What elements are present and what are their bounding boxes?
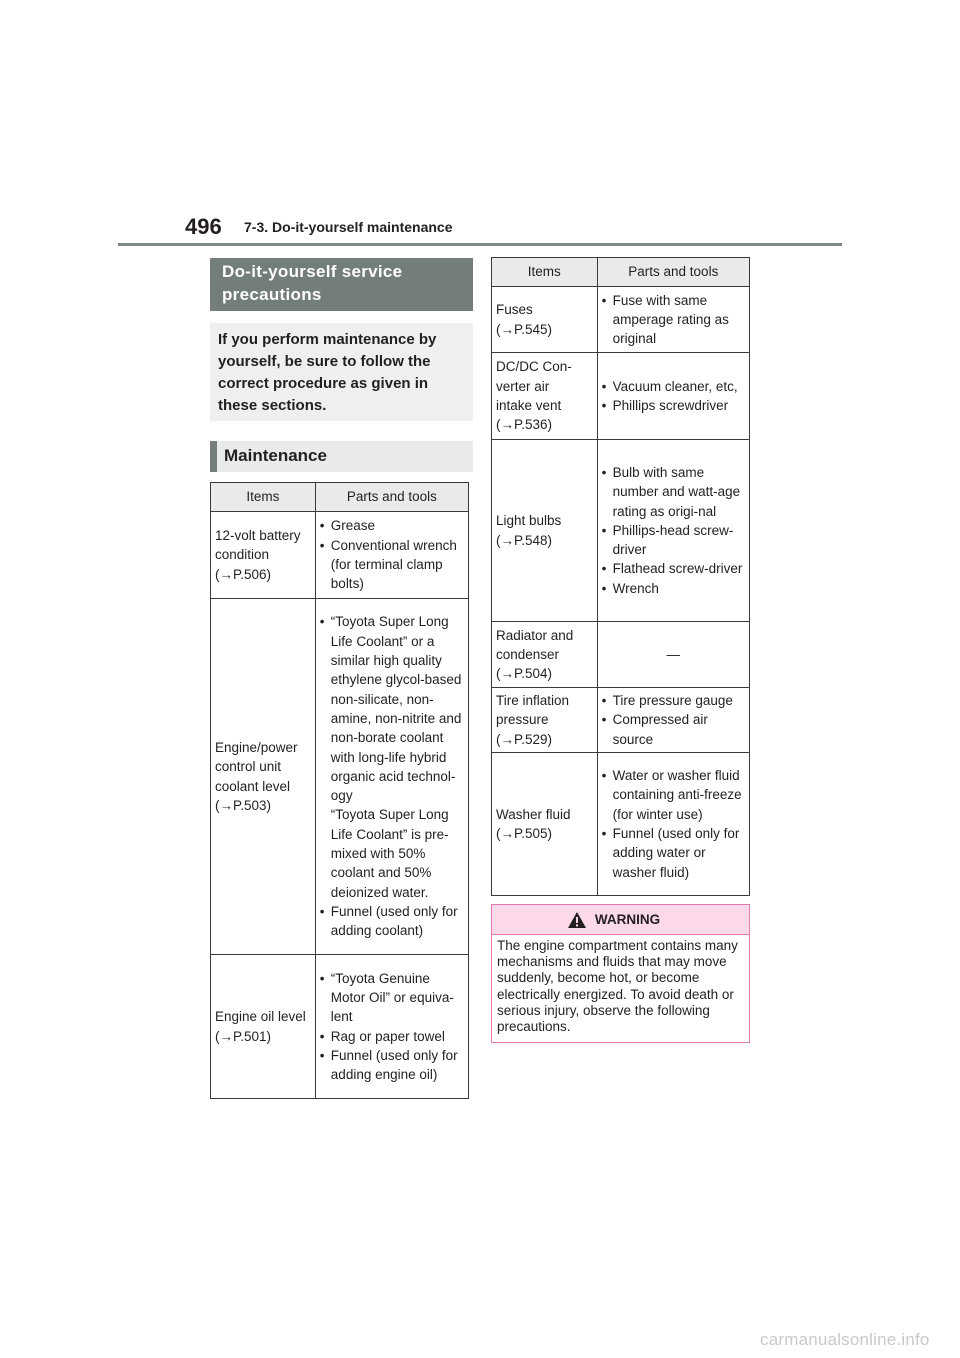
- table-header-row: [211, 483, 469, 512]
- parts-cell: [597, 688, 749, 753]
- parts-cell: [315, 512, 468, 599]
- parts-list: [602, 377, 745, 416]
- table-row: [492, 753, 750, 896]
- parts-list: [320, 516, 464, 593]
- parts-list: [602, 766, 745, 882]
- item-line: Washer fluid: [496, 806, 571, 822]
- item-line: intake vent: [496, 398, 562, 413]
- table-row: [492, 353, 750, 440]
- section-heading-maintenance: Maintenance: [210, 441, 473, 472]
- table-row: [211, 955, 469, 1099]
- item-line: Tire inflation: [496, 693, 570, 709]
- item-cell: [492, 440, 598, 622]
- parts-list: [602, 291, 745, 349]
- parts-list-item: • Funnel (used only for adding water or washer fluid): [602, 824, 745, 882]
- parts-cell: [315, 955, 468, 1099]
- parts-cell: [315, 599, 468, 955]
- item-line: control unit: [215, 759, 282, 775]
- item-line: DC/DC Con-: [496, 359, 572, 375]
- warning-label: WARNING: [594, 912, 661, 927]
- column-header-parts: Parts and tools: [315, 483, 468, 512]
- parts-list-item: • Flathead screw-driver: [602, 559, 745, 578]
- no-tools-dash: —: [666, 646, 681, 662]
- watermark: carmanualsonline.info: [760, 1330, 930, 1349]
- parts-cell: [597, 353, 749, 440]
- item-line: (→P.504): [496, 666, 553, 682]
- section-title: 7-3. Do-it-yourself maintenance: [244, 219, 453, 235]
- warning-box: [491, 904, 750, 1043]
- page-number: 496: [185, 214, 222, 239]
- item-line: Radiator and: [496, 627, 574, 643]
- warning-text: The engine compartment contains many mechanisms and fluids that may move suddenly, become hot, or become electrically energized. To avoid death or serious injury, observe the following precautions.: [497, 938, 738, 1035]
- item-line: (→P.529): [496, 731, 553, 747]
- intro-text: If you perform maintenance by yourself, be sure to follow the correct procedure as given in these sections.: [210, 323, 473, 421]
- item-line: Engine/power: [215, 739, 298, 755]
- parts-list-item: • “Toyota Genuine Motor Oil” or equiva-lent: [320, 969, 464, 1027]
- item-line: coolant level: [215, 778, 291, 794]
- parts-list-item: • Funnel (used only for adding engine oil): [320, 1046, 464, 1085]
- item-cell: [492, 622, 598, 688]
- warning-header: [492, 905, 749, 935]
- table-row: [211, 512, 469, 599]
- item-line: (→P.536): [496, 417, 553, 433]
- parts-list-item: • Grease: [320, 516, 464, 535]
- item-cell: [211, 512, 316, 599]
- parts-list-item: • Compressed air source: [602, 710, 745, 749]
- parts-list-item: • Conventional wrench (for terminal clamp bolts): [320, 536, 464, 594]
- maintenance-table-left: [210, 482, 469, 1099]
- table-row: [492, 622, 750, 688]
- header-divider: [118, 243, 842, 246]
- parts-list-item: • Water or washer fluid containing anti-freeze (for winter use): [602, 766, 745, 824]
- table-row: [492, 287, 750, 353]
- item-line: 12-volt battery: [215, 528, 301, 544]
- item-line: Light bulbs: [496, 513, 562, 529]
- parts-list: [602, 691, 745, 749]
- item-line: Fuses: [496, 302, 533, 318]
- parts-list-item: • Fuse with same amperage rating as original: [602, 291, 745, 349]
- item-line: (→P.501): [215, 1028, 272, 1044]
- parts-list: [602, 463, 745, 598]
- item-line: condenser: [496, 646, 560, 662]
- column-header-parts: Parts and tools: [597, 258, 749, 287]
- table-row: [492, 688, 750, 753]
- parts-list-item: • Phillips-head screw-driver: [602, 521, 745, 560]
- parts-cell: [597, 440, 749, 622]
- column-header-items: Items: [211, 483, 316, 512]
- item-line: (→P.503): [215, 797, 272, 813]
- table-row: [211, 599, 469, 955]
- item-cell: [492, 753, 598, 896]
- item-cell: [211, 599, 316, 955]
- parts-cell: [597, 287, 749, 353]
- item-cell: [211, 955, 316, 1099]
- parts-list-item: • Rag or paper towel: [320, 1027, 464, 1046]
- item-line: (→P.505): [496, 826, 553, 841]
- parts-list: [320, 969, 464, 1085]
- parts-note: “Toyota Super Long Life Coolant” is pre-mixed with 50% coolant and 50% deionized water.: [330, 807, 449, 900]
- parts-list-item: • Bulb with same number and watt-age rating as origi-nal: [602, 463, 745, 521]
- item-cell: [492, 353, 598, 440]
- item-line: Engine oil level: [215, 1009, 306, 1025]
- item-line: (→P.548): [496, 532, 553, 548]
- table-header-row: [492, 258, 750, 287]
- parts-list-item: • Tire pressure gauge: [602, 691, 745, 710]
- item-line: pressure: [496, 712, 549, 728]
- column-header-items: Items: [492, 258, 598, 287]
- parts-cell: [597, 753, 749, 896]
- parts-list-item: • Wrench: [602, 579, 745, 598]
- item-line: condition: [215, 547, 270, 563]
- table-row: [492, 440, 750, 622]
- parts-cell: [597, 622, 749, 688]
- item-cell: [492, 287, 598, 353]
- item-line: (→P.506): [215, 566, 272, 582]
- parts-list-item: • Funnel (used only for adding coolant): [320, 902, 464, 941]
- parts-list-item: • Phillips screwdriver: [602, 396, 745, 415]
- page-heading: Do-it-yourself service precautions: [210, 258, 473, 311]
- warning-triangle-icon: [567, 911, 587, 929]
- parts-list: [320, 612, 464, 940]
- maintenance-table-right: [491, 257, 750, 896]
- item-cell: [492, 688, 598, 753]
- parts-list-item: • Vacuum cleaner, etc,: [602, 377, 745, 396]
- item-line: (→P.545): [496, 321, 553, 337]
- parts-list-item: • “Toyota Super Long Life Coolant” or a similar high quality ethylene glycol-based non-silicate, non-amine, non-nitrite and non-borate coolant with long-life hybrid organic acid technol-ogy: [320, 612, 464, 805]
- item-line: verter air: [496, 378, 550, 394]
